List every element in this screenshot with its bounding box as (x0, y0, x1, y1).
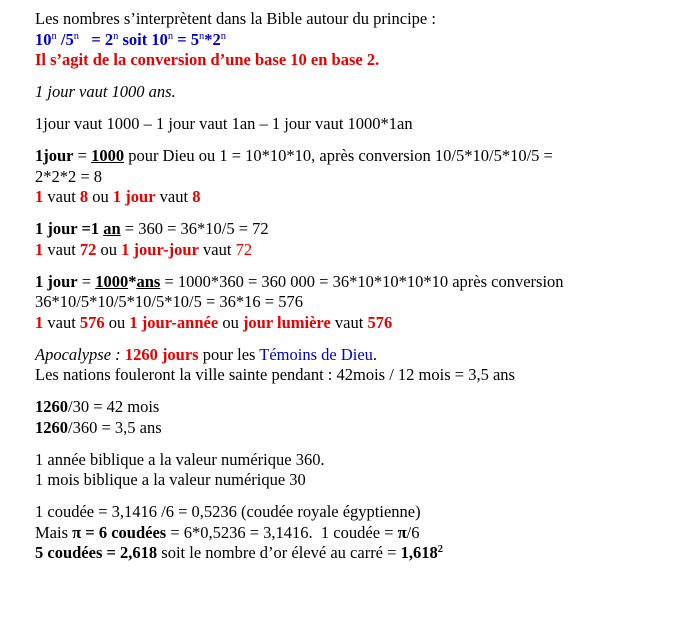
equals: = (73, 146, 92, 165)
intro-line: Les nombres s’interprètent dans la Bible autour du principe : (35, 9, 436, 28)
annee-biblique-line: 1 année biblique a la valeur numérique 360. (35, 449, 325, 469)
word-eq-1: =1 (77, 219, 104, 238)
vaut-576-i: 576 (367, 312, 393, 332)
apocalypse-label: Apocalypse : (35, 344, 121, 364)
calc-3-5-ans (35, 418, 690, 439)
vaut-72-a: 1 (35, 239, 44, 259)
vaut-8-f: vaut (155, 187, 193, 206)
temoins-de-dieu: Témoins de Dieu (259, 344, 373, 364)
word-1-jour: 1 jour (35, 219, 78, 238)
word-1-jour-b: 1 jour (35, 271, 78, 291)
formula-2-exp: n (113, 30, 119, 42)
calc-42-mois (35, 397, 690, 418)
jour-annee-line (35, 272, 690, 293)
formula-2b: *2 (204, 29, 221, 49)
word-ans: ans (136, 271, 161, 291)
formula-line (35, 30, 690, 51)
formula-10-exp: n (51, 30, 57, 42)
formula-5-exp: n (73, 30, 79, 42)
formula-5b-exp: n (199, 30, 205, 42)
vaut-576-c: 576 (79, 312, 105, 332)
vaut-72-c: 72 (79, 239, 97, 259)
calc-42-a: 1260 (35, 397, 68, 416)
vaut-576-h: vaut (330, 312, 368, 332)
jour-an-line (35, 219, 690, 240)
vaut-8-line (35, 187, 690, 208)
or-b: soit le nombre d’or élevé au carré = (157, 543, 401, 562)
result-576-line: 36*10/5*10/5*10/5*10/5 = 36*16 = 576 (35, 292, 303, 311)
vaut-576-e: 1 jour-année (129, 312, 219, 332)
vaut-8-d: ou (88, 187, 113, 206)
apocalypse-line (35, 345, 690, 366)
conversion-statement (35, 50, 690, 71)
pi-a: Mais (35, 522, 73, 542)
jour-1000-dieu-line (35, 146, 690, 167)
vaut-576-d: ou (104, 312, 130, 332)
conversion-statement-text: Il s’agit de la conversion d’une base 10 en base 2. (35, 50, 380, 69)
vaut-72-line (35, 240, 690, 261)
jour-1000-dieu-rest: pour Dieu ou 1 = 10*10*10, après conversion 10/5*10/5*10/5 = (124, 146, 553, 165)
nombre-or-line (35, 543, 690, 564)
vaut-8-c: 8 (79, 187, 89, 206)
vaut-72-g: 72 (235, 239, 253, 259)
formula-10: 10 (35, 29, 52, 49)
pi-b: π = 6 coudées (72, 522, 167, 542)
formula-2: = 2 (78, 29, 114, 49)
vaut-576-line (35, 313, 690, 334)
word-star: * (128, 271, 137, 291)
pi-c: = 6*0,5236 = 3,1416. 1 coudée = (166, 522, 398, 542)
coudee-line: 1 coudée = 3,1416 /6 = 0,5236 (coudée royale égyptienne) (35, 502, 421, 521)
pi-d: π (397, 522, 407, 542)
vaut-8-b: vaut (43, 187, 80, 206)
word-1000: 1000 (91, 146, 125, 165)
vaut-8-e: 1 jour (112, 187, 156, 206)
vaut-72-f: vaut (198, 239, 236, 259)
vaut-576-g: jour lumière (242, 312, 331, 332)
calc-35-a: 1260 (35, 417, 68, 437)
or-a: 5 coudées = 2,618 (35, 543, 158, 562)
or-c: 1,618 (400, 543, 438, 562)
formula-2b-exp: n (220, 30, 227, 42)
jour-1000-ans-line (35, 82, 690, 103)
vaut-72-d: ou (96, 239, 122, 259)
vaut-576-f: ou (218, 312, 243, 332)
document-body (35, 9, 690, 564)
apocalypse-1260-jours: 1260 jours (124, 344, 199, 364)
or-exp: 2 (437, 544, 443, 555)
vaut-72-e: 1 jour-jour (121, 239, 199, 259)
apocalypse-pour: pour les (198, 344, 260, 364)
pi-coudees-line (35, 523, 690, 544)
vaut-576-a: 1 (35, 312, 44, 332)
formula-soit-10-exp: n (167, 30, 174, 42)
vaut-8-g: 8 (192, 187, 201, 206)
equals-b: = (77, 271, 96, 291)
apocalypse-dot: . (372, 344, 378, 364)
vaut-8-a: 1 (35, 187, 44, 206)
word-an: an (103, 219, 121, 238)
formula-5: /5 (56, 29, 74, 49)
jour-vaut-line: 1jour vaut 1000 – 1 jour vaut 1an – 1 jour vaut 1000*1an (35, 114, 413, 133)
word-1jour: 1jour (35, 146, 74, 165)
calc-42-b: /30 = 42 mois (68, 397, 160, 416)
jour-annee-rest: = 1000*360 = 360 000 = 36*10*10*10*10 après conversion (160, 271, 564, 291)
formula-soit-10: soit 10 (118, 29, 168, 49)
vaut-576-b: vaut (43, 312, 80, 332)
mois-biblique-line: 1 mois biblique a la valeur numérique 30 (35, 470, 306, 489)
formula-5b: = 5 (173, 29, 200, 49)
result-8-line: 2*2*2 = 8 (35, 166, 103, 186)
jour-1000-ans-text: 1 jour vaut 1000 ans. (35, 82, 176, 101)
word-1000-b: 1000 (95, 271, 129, 291)
nations-line: Les nations fouleront la ville sainte pendant : 42mois / 12 mois = 3,5 ans (35, 365, 515, 384)
vaut-72-b: vaut (43, 239, 80, 259)
calc-35-b: /360 = 3,5 ans (68, 417, 162, 437)
jour-an-rest: = 360 = 36*10/5 = 72 (120, 219, 269, 238)
pi-e: /6 (406, 522, 420, 542)
